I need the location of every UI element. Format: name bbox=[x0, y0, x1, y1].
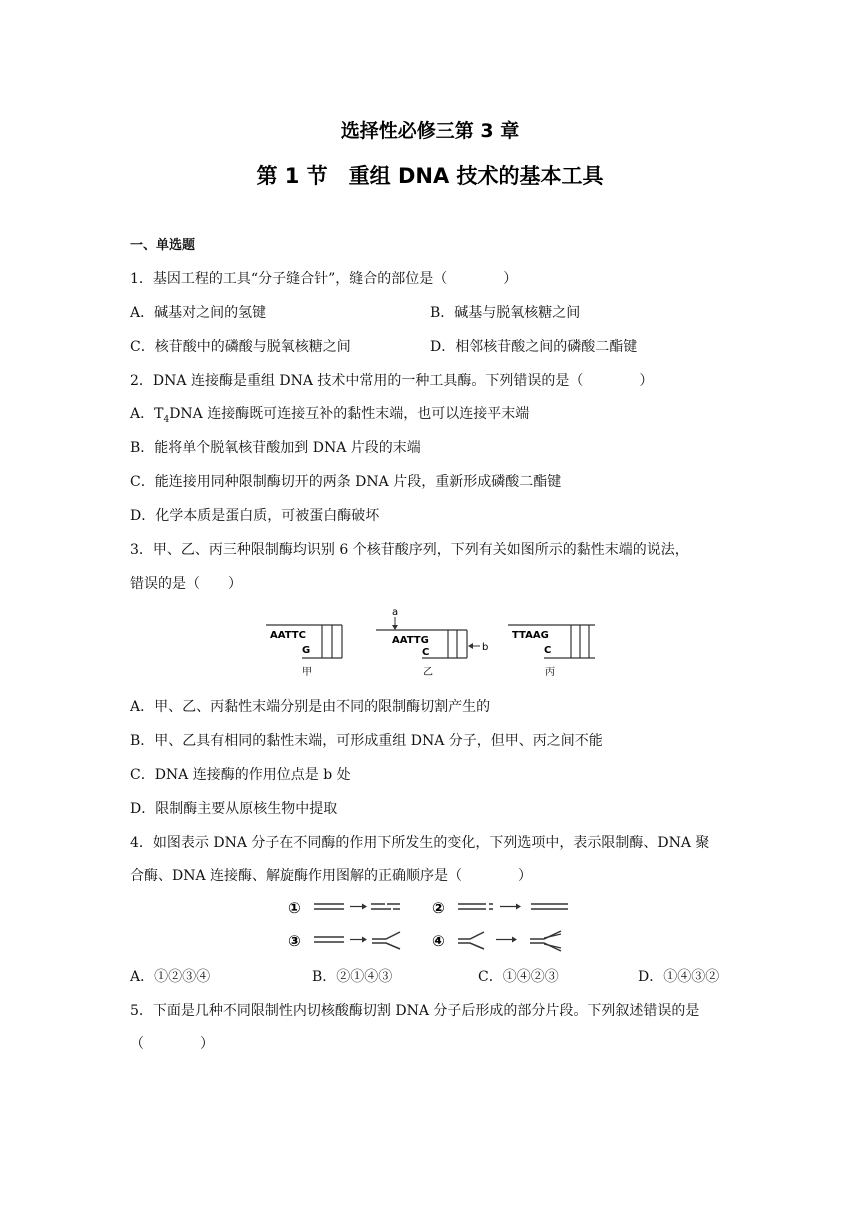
q1-stem: 1．基因工程的工具“分子缝合针”，缝合的部位是（ ） bbox=[130, 271, 518, 287]
q3-stem-line1: 3．甲、乙、丙三种限制酶均识别 6 个核苷酸序列，下列有关如图所示的黏性末端的说法， bbox=[130, 542, 689, 558]
q3-stem-line2: 错误的是（ ） bbox=[130, 576, 242, 592]
sticky-end-jia bbox=[266, 625, 342, 678]
mark-a: a bbox=[392, 607, 399, 618]
bing-top-strand: TTAAG bbox=[512, 630, 549, 641]
q2-stem: 2．DNA 连接酶是重组 DNA 技术中常用的一种工具酶。下列错误的是（ ） bbox=[130, 373, 654, 389]
q3-option-d: D．限制酶主要从原核生物中提取 bbox=[130, 801, 338, 817]
q2-option-a-subscript: 4 bbox=[163, 414, 170, 425]
q1-option-a: A．碱基对之间的氢键 bbox=[130, 305, 267, 321]
q4-option-d: D．①④③② bbox=[638, 969, 720, 985]
yi-label: 乙 bbox=[423, 667, 433, 678]
q2-option-a-text: DNA 连接酶既可连接互补的黏性末端，也可以连接平末端 bbox=[169, 406, 530, 422]
sticky-end-bing bbox=[508, 625, 595, 678]
q2-option-d: D．化学本质是蛋白质，可被蛋白酶破坏 bbox=[130, 508, 380, 524]
section-heading: 一、单选题 bbox=[130, 238, 196, 253]
figure-3-unwind bbox=[288, 932, 400, 950]
title-chapter: 选择性必修三第 3 章 bbox=[340, 120, 520, 142]
bing-bottom-strand: C bbox=[544, 645, 552, 656]
figure-number-3: ③ bbox=[288, 932, 301, 950]
q4-option-b: B．②①④③ bbox=[312, 969, 393, 985]
sticky-ends-figure bbox=[262, 606, 602, 678]
mark-b: b bbox=[482, 642, 489, 653]
q3-option-a: A．甲、乙、丙黏性末端分别是由不同的限制酶切割产生的 bbox=[130, 699, 491, 715]
q5-stem-line2: （ ） bbox=[130, 1036, 214, 1052]
q4-stem-line1: 4．如图表示 DNA 分子在不同酶的作用下所发生的变化，下列选项中，表示限制酶、DNA 聚 bbox=[130, 835, 710, 851]
jia-top-strand: AATTC bbox=[270, 630, 306, 641]
q2-option-a-prefix: A．T bbox=[130, 406, 164, 422]
figure-number-1: ① bbox=[288, 899, 301, 917]
q2-option-c: C．能连接用同种限制酶切开的两条 DNA 片段，重新形成磷酸二酯键 bbox=[130, 474, 562, 490]
q3-option-b: B．甲、乙具有相同的黏性末端，可形成重组 DNA 分子，但甲、丙之间不能 bbox=[130, 733, 603, 749]
figure-2-ligate bbox=[432, 899, 568, 917]
q4-option-a: A．①②③④ bbox=[130, 969, 211, 985]
jia-label: 甲 bbox=[302, 667, 312, 678]
q2-option-a bbox=[130, 405, 529, 429]
yi-bottom-strand: C bbox=[422, 647, 430, 658]
q1-option-b: B．碱基与脱氧核糖之间 bbox=[430, 305, 581, 321]
q5-stem-line1: 5．下面是几种不同限制性内切核酸酶切割 DNA 分子后形成的部分片段。下列叙述错误的是 bbox=[130, 1003, 700, 1019]
yi-top-strand: AATTG bbox=[392, 635, 429, 646]
q4-option-c: C．①④②③ bbox=[478, 969, 559, 985]
title-section: 第 1 节 重组 DNA 技术的基本工具 bbox=[256, 164, 604, 188]
bing-label: 丙 bbox=[545, 667, 555, 678]
enzyme-action-figure bbox=[286, 896, 576, 956]
q3-option-c: C．DNA 连接酶的作用位点是 b 处 bbox=[130, 767, 351, 783]
sticky-end-yi bbox=[376, 607, 488, 678]
q1-option-c: C．核苷酸中的磷酸与脱氧核糖之间 bbox=[130, 339, 351, 355]
jia-bottom-strand: G bbox=[302, 645, 311, 656]
figure-number-4: ④ bbox=[432, 932, 445, 950]
figure-1-cut bbox=[288, 899, 400, 917]
q2-option-b: B．能将单个脱氧核苷酸加到 DNA 片段的末端 bbox=[130, 440, 421, 456]
q4-stem-line2: 合酶、DNA 连接酶、解旋酶作用图解的正确顺序是（ ） bbox=[130, 868, 533, 884]
figure-number-2: ② bbox=[432, 899, 445, 917]
figure-4-synthesize bbox=[432, 931, 561, 951]
q1-option-d: D．相邻核苷酸之间的磷酸二酯键 bbox=[430, 339, 638, 355]
